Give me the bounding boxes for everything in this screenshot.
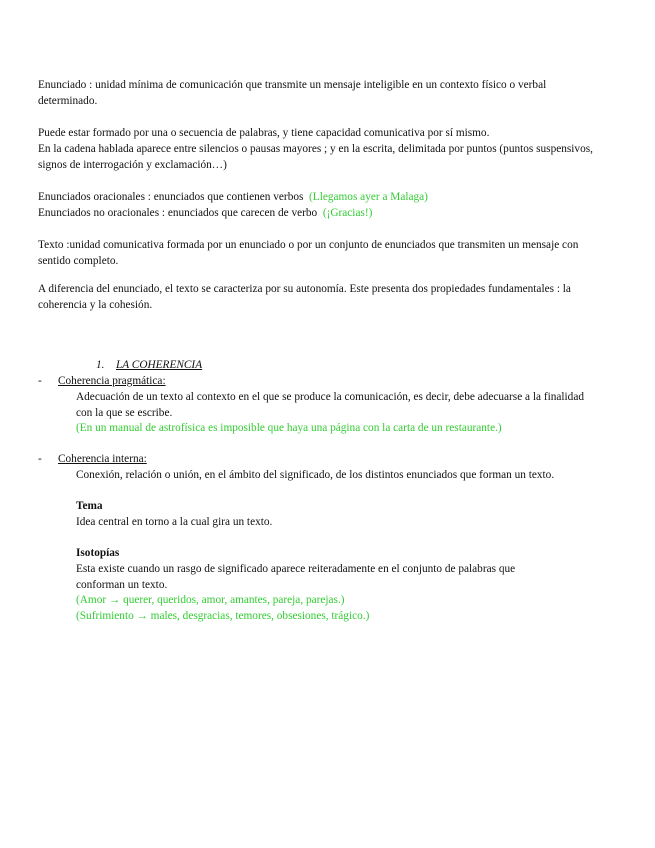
tema-body: Idea central en torno a la cual gira un texto. — [76, 516, 273, 528]
pragmatica-title: Coherencia pragmática: — [58, 375, 166, 387]
texto-autonomia: A diferencia del enunciado, el texto se caracteriza por su autonomía. Este presenta dos propiedades fundamentales : la coherencia y la cohesión. — [38, 283, 571, 311]
no-oracionales-text: Enunciados no oracionales : enunciados que carecen de verbo — [38, 207, 318, 219]
enunciado-delimitation: En la cadena hablada aparece entre silencios o pausas mayores ; y en la escrita, delimitada por puntos (puntos suspensivos, signos de interrogación y exclamación…) — [38, 143, 593, 171]
enunciado-definition: Enunciado : unidad mínima de comunicación que transmite un mensaje inteligible en un contexto físico o verbal determinado. — [38, 79, 547, 107]
oracionales-example: (Llegamos ayer a Malaga) — [309, 191, 428, 203]
pragmatica-bullet: - — [38, 375, 42, 387]
interna-bullet: - — [38, 453, 42, 465]
pragmatica-body: Adecuación de un texto al contexto en el que se produce la comunicación, es decir, debe adecuarse a la finalidad con la que se escribe. — [76, 391, 584, 419]
texto-definition: Texto :unidad comunicativa formada por un enunciado o por un conjunto de enunciados que transmiten un mensaje con sentido completo. — [38, 239, 579, 267]
section-title: LA COHERENCIA — [116, 359, 203, 371]
pragmatica-example: (En un manual de astrofísica es imposible que haya una página con la carta de un restaurante.) — [76, 422, 502, 434]
enunciados-oracionales — [38, 189, 598, 205]
no-oracionales-example: (¡Gracias!) — [322, 207, 373, 219]
section-heading — [96, 357, 202, 373]
isotopias-example-amor: (Amor → querer, queridos, amor, amantes, pareja, parejas.) — [76, 594, 345, 606]
oracionales-text: Enunciados oracionales : enunciados que contienen verbos — [38, 191, 304, 203]
interna-title: Coherencia interna: — [58, 453, 147, 465]
isotopias-example-sufrimiento: (Sufrimiento → males, desgracias, temores, obsesiones, trágico.) — [76, 610, 370, 622]
interna-body: Conexión, relación o unión, en el ámbito del significado, de los distintos enunciados que forman un texto. — [76, 469, 555, 481]
section-number: 1. — [96, 359, 105, 371]
isotopias-body: Esta existe cuando un rasgo de significado aparece reiteradamente en el conjunto de palabras que conforman un texto. — [76, 563, 516, 591]
enunciado-formation: Puede estar formado por una o secuencia de palabras, y tiene capacidad comunicativa por sí mismo. — [38, 127, 490, 139]
enunciados-no-oracionales — [38, 205, 598, 221]
tema-title: Tema — [76, 500, 103, 512]
isotopias-title: Isotopías — [76, 547, 120, 559]
